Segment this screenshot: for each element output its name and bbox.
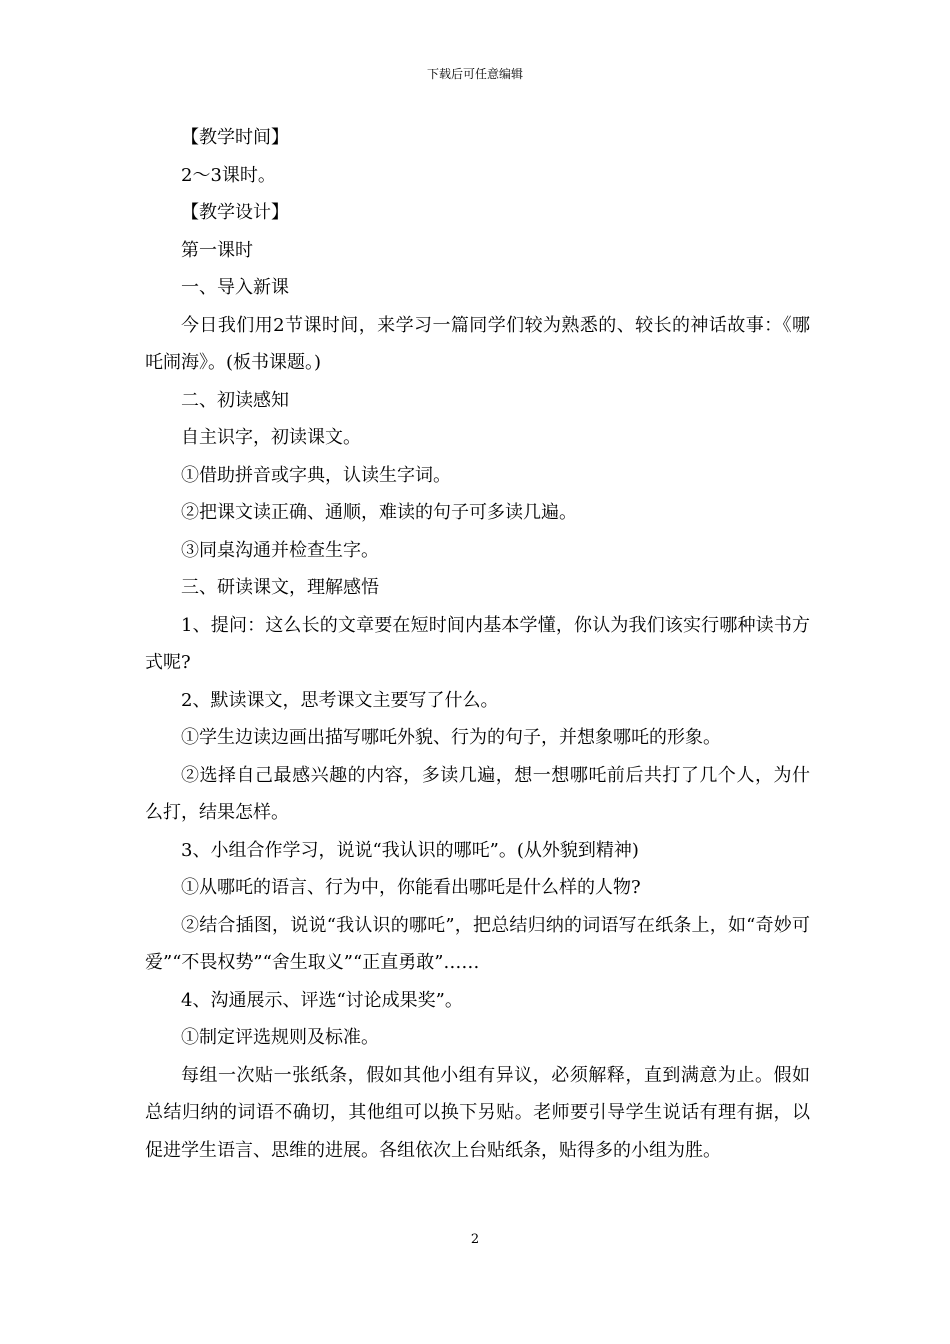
step-heading: 二、初读感知 [181,389,289,411]
list-item: ②选择自己最感兴趣的内容，多读几遍，想一想哪吒前后共打了几个人，为什么打，结果怎样。 [145,764,810,823]
paragraph: 3、小组合作学习，说说“我认识的哪吒”。(从外貌到精神) [181,839,639,861]
list-item: ①学生边读边画出描写哪吒外貌、行为的句子，并想象哪吒的形象。 [181,727,721,748]
step-heading: 一、导入新课 [181,277,289,298]
lesson-title: 第一课时 [181,239,253,261]
list-item: ①借助拼音或字典，认读生字词。 [181,464,451,486]
paragraph: 4、沟通展示、评选“讨论成果奖”。 [181,989,463,1011]
paragraph: 2～3课时。 [181,164,276,186]
list-item: ②结合插图，说说“我认识的哪吒”，把总结归纳的词语写在纸条上，如“奇妙可爱”“不畏权势”“舍生取义”“正直勇敢”…… [145,914,810,973]
page-number: 2 [470,1232,480,1247]
section-heading-design: 【教学设计】 [181,202,289,223]
list-item: ①从哪吒的语言、行为中，你能看出哪吒是什么样的人物? [181,877,641,898]
paragraph: 今日我们用2节课时间，来学习一篇同学们较为熟悉的、较长的神话故事：《哪吒闹海》。(板书课题。) [145,314,810,373]
paragraph: 自主识字，初读课文。 [181,427,361,448]
paragraph: 每组一次贴一张纸条，假如其他小组有异议，必须解释，直到满意为止。假如总结归纳的词语不确切，其他组可以换下另贴。老师要引导学生说话有理有据，以促进学生语言、思维的进展。各组依次上台贴纸条，贴得多的小组为胜。 [145,1064,810,1161]
list-item: ③同桌沟通并检查生字。 [181,539,379,561]
step-heading: 三、研读课文，理解感悟 [181,577,379,598]
section-heading-time: 【教学时间】 [181,127,289,148]
paragraph: 1、提问：这么长的文章要在短时间内基本学懂，你认为我们该实行哪种读书方式呢? [145,614,810,673]
list-item: ①制定评选规则及标准。 [181,1027,379,1048]
page-header: 下载后可任意编辑 [426,67,523,81]
list-item: ②把课文读正确、通顺，难读的句子可多读几遍。 [181,502,577,523]
paragraph: 2、默读课文，思考课文主要写了什么。 [181,689,499,711]
document-body [145,119,810,1169]
